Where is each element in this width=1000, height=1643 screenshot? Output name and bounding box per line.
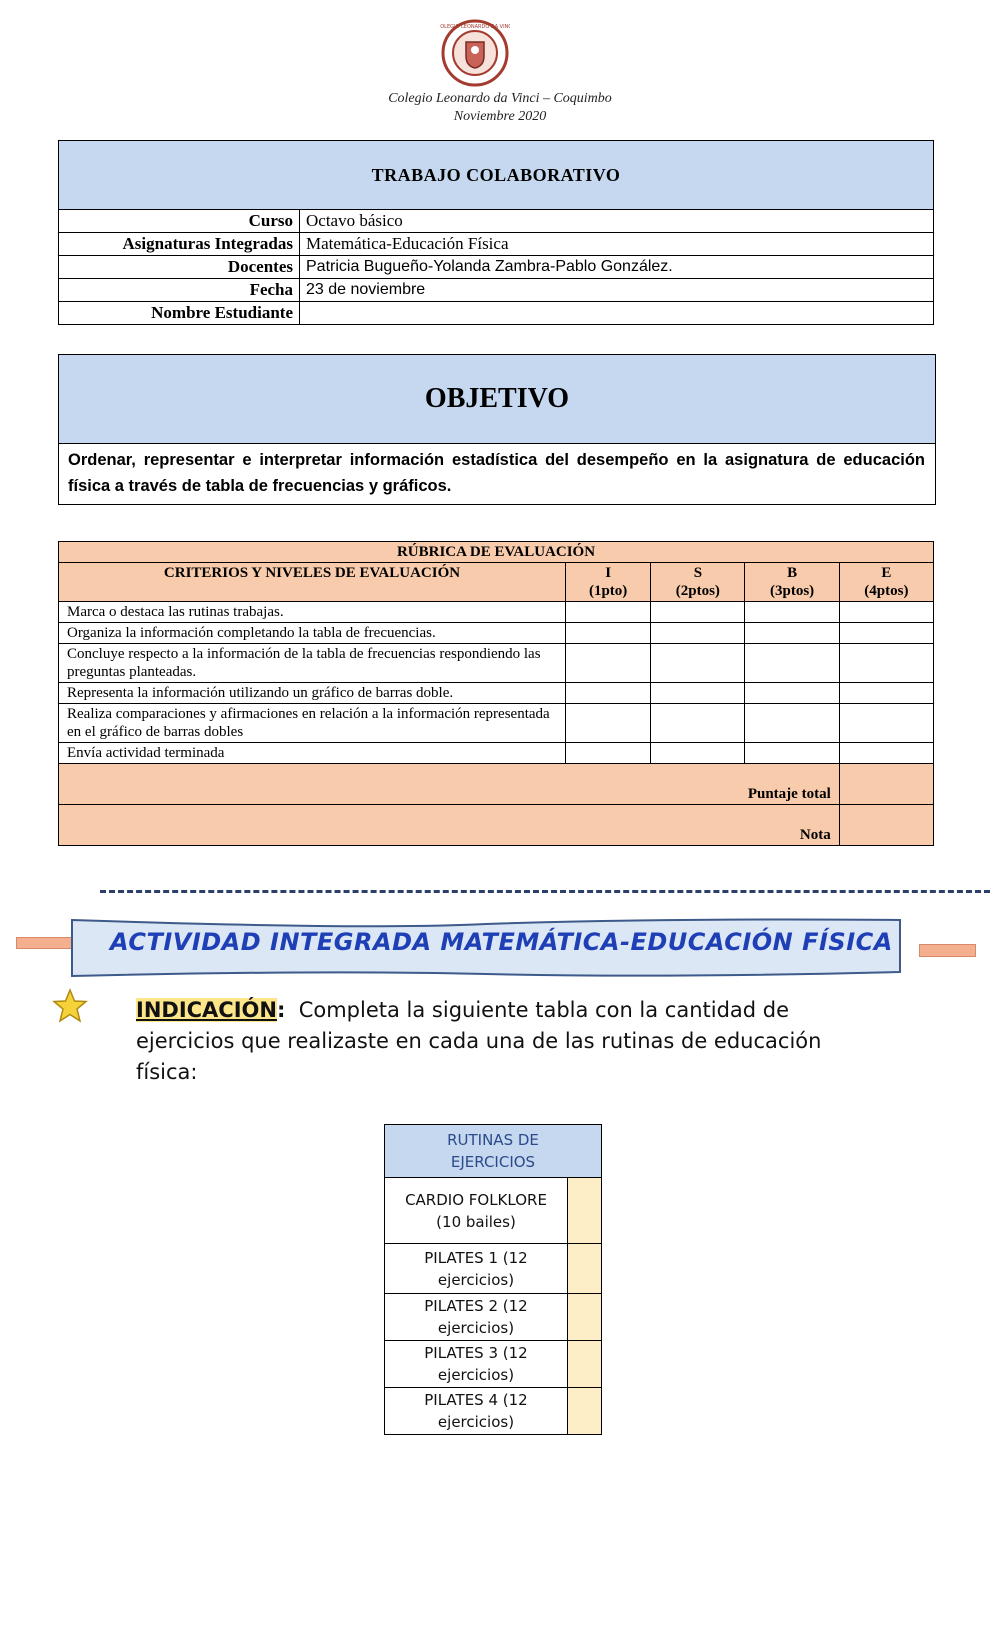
info-table [58,140,934,325]
routine-name: PILATES 3 (12 ejercicios) [385,1341,568,1388]
routine-name: PILATES 4 (12 ejercicios) [385,1388,568,1435]
score-cell[interactable] [839,704,933,743]
info-label: Docentes [59,256,300,279]
score-cell[interactable] [839,602,933,623]
info-row-subjects [59,233,934,256]
level-e [839,563,933,602]
score-cell[interactable] [745,602,839,623]
objective-title: OBJETIVO [59,355,935,444]
routine-count-input[interactable] [568,1388,602,1435]
objective-text: Ordenar, representar e interpretar información estadística del desempeño en la asignatura de educación física a través de tabla de frecuencias y gráficos. [68,451,925,495]
score-cell[interactable] [651,623,745,644]
score-cell[interactable] [651,743,745,764]
info-row-course [59,210,934,233]
grade-cell[interactable] [839,805,933,846]
level-letter: I [605,565,612,581]
rubric-row [59,683,934,704]
routine-count-input[interactable] [568,1341,602,1388]
rubric-table [58,541,934,846]
dashed-divider [100,890,990,893]
score-cell[interactable] [839,683,933,704]
level-letter: B [787,565,798,581]
level-i [566,563,651,602]
level-points: (4ptos) [864,583,909,599]
score-cell[interactable] [839,623,933,644]
info-label: Asignaturas Integradas [59,233,300,256]
info-row-student [59,302,934,325]
info-title: TRABAJO COLABORATIVO [59,141,934,210]
criterion-text: Realiza comparaciones y afirmaciones en relación a la información representada en el gráfico de barras dobles [59,704,566,743]
routine-count-input[interactable] [568,1244,602,1294]
routine-count-input[interactable] [568,1294,602,1341]
rubric-row [59,743,934,764]
level-letter: S [693,565,703,581]
criterion-text: Marca o destaca las rutinas trabajas. [59,602,566,623]
total-label: Puntaje total [59,764,840,805]
level-s [651,563,745,602]
rubric-row [59,623,934,644]
routine-name: PILATES 1 (12 ejercicios) [385,1244,568,1294]
score-cell[interactable] [745,704,839,743]
student-name-field[interactable] [300,302,934,325]
svg-text:COLEGIO LEONARDO DA VINCI: COLEGIO LEONARDO DA VINCI [440,24,510,30]
objective-box [58,354,936,505]
criterion-text: Envía actividad terminada [59,743,566,764]
routine-row [385,1294,602,1341]
indication-text: Completa la siguiente tabla con la cantidad de ejercicios que realizaste en cada una de las rutinas de educación física: [136,998,822,1084]
info-value: Matemática-Educación Física [300,233,934,256]
rubric-row [59,704,934,743]
rubric-grade-row [59,805,934,846]
score-cell[interactable] [651,704,745,743]
score-cell[interactable] [839,743,933,764]
score-cell[interactable] [651,644,745,683]
banner-accent-left [16,937,72,949]
level-points: (3ptos) [770,583,815,599]
grade-label: Nota [59,805,840,846]
info-label: Fecha [59,279,300,302]
criterion-text: Organiza la información completando la tabla de frecuencias. [59,623,566,644]
total-score-cell[interactable] [839,764,933,805]
score-cell[interactable] [566,683,651,704]
activity-banner-title: ACTIVIDAD INTEGRADA MATEMÁTICA-EDUCACIÓN FÍSICA [110,928,893,956]
info-row-date [59,279,934,302]
routine-name: PILATES 2 (12 ejercicios) [385,1294,568,1341]
score-cell[interactable] [566,623,651,644]
level-points: (2ptos) [675,583,720,599]
score-cell[interactable] [566,602,651,623]
info-row-teachers [59,256,934,279]
score-cell[interactable] [745,644,839,683]
banner-accent-right [919,944,976,957]
routine-count-input[interactable] [568,1178,602,1244]
document-date: Noviembre 2020 [453,109,547,124]
rubric-row [59,644,934,683]
routine-row [385,1178,602,1244]
level-letter: E [881,565,892,581]
score-cell[interactable] [566,704,651,743]
criterion-text: Representa la información utilizando un gráfico de barras doble. [59,683,566,704]
rubric-total-row [59,764,934,805]
info-value: Octavo básico [300,210,934,233]
routine-name: CARDIO FOLKLORE (10 bailes) [385,1178,568,1244]
score-cell[interactable] [745,683,839,704]
score-cell[interactable] [651,683,745,704]
indication-label: INDICACIÓN [136,998,277,1022]
school-header [0,90,1000,126]
routine-row [385,1341,602,1388]
rubric-row [59,602,934,623]
info-value: 23 de noviembre [300,279,934,302]
school-logo [440,18,510,88]
level-b [745,563,839,602]
indication-paragraph: INDICACIÓN: Completa la siguiente tabla con la cantidad de ejercicios que realizaste en cada una de las rutinas de educación física: [136,998,822,1084]
score-cell[interactable] [839,644,933,683]
rubric-title: RÚBRICA DE EVALUACIÓN [59,542,934,563]
score-cell[interactable] [745,623,839,644]
criteria-header: CRITERIOS Y NIVELES DE EVALUACIÓN [59,563,566,602]
routines-table [384,1124,602,1435]
info-value: Patricia Bugueño-Yolanda Zambra-Pablo González. [300,256,934,279]
routine-row [385,1388,602,1435]
criterion-text: Concluye respecto a la información de la tabla de frecuencias respondiendo las preguntas planteadas. [59,644,566,683]
routines-header: RUTINAS DE EJERCICIOS [385,1125,602,1178]
routine-row [385,1244,602,1294]
score-cell[interactable] [566,644,651,683]
info-label: Nombre Estudiante [59,302,300,325]
level-points: (1pto) [588,583,628,599]
star-icon [52,988,88,1029]
rubric-header-row [59,563,934,602]
score-cell[interactable] [566,743,651,764]
score-cell[interactable] [745,743,839,764]
info-label: Curso [59,210,300,233]
school-name: Colegio Leonardo da Vinci – Coquimbo [388,91,612,106]
score-cell[interactable] [651,602,745,623]
